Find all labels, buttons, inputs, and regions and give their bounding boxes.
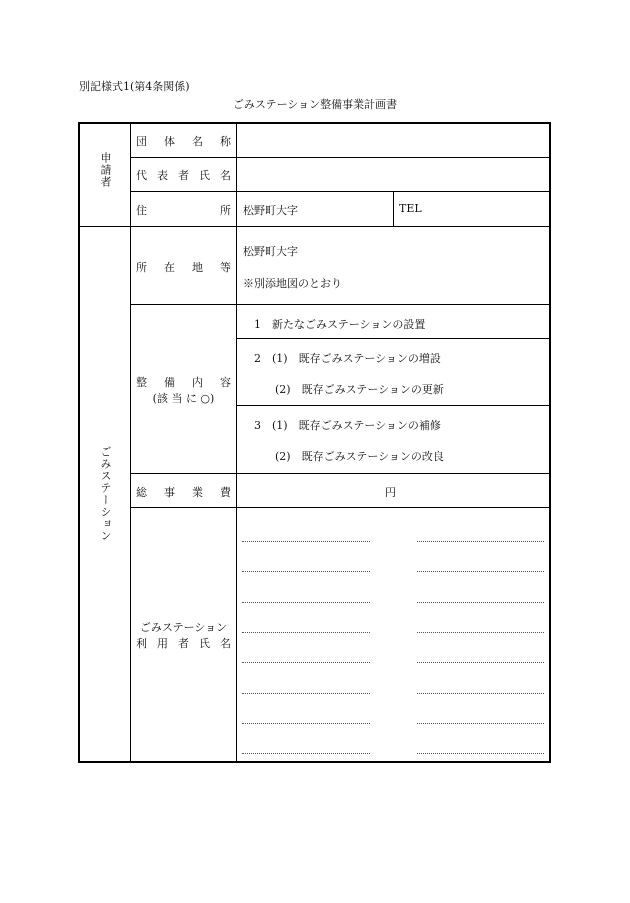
total-cost-label: 総 事 業 費	[136, 486, 231, 499]
work-content-sublabel: (該 当 に ○)	[152, 392, 215, 405]
tel-divider	[393, 191, 394, 226]
station-section-label: ごみステーション	[99, 446, 112, 542]
row-divider	[130, 507, 551, 508]
user-name-line[interactable]	[417, 632, 544, 633]
option-improve-station[interactable]: (2) 既存ごみステーションの改良	[275, 450, 444, 463]
user-name-line[interactable]	[242, 602, 370, 603]
user-name-line[interactable]	[242, 571, 370, 572]
form-number-label: 別記様式1(第4条関係)	[79, 80, 190, 93]
section-divider	[78, 226, 551, 227]
user-name-line[interactable]	[417, 541, 544, 542]
org-name-label: 団 体 名 称	[136, 135, 231, 148]
column-divider	[130, 122, 131, 763]
user-name-line[interactable]	[242, 662, 370, 663]
user-name-line[interactable]	[242, 723, 370, 724]
rep-name-label: 代 表 者 氏 名	[136, 169, 231, 182]
yen-unit: 円	[385, 486, 396, 499]
row-divider	[130, 191, 551, 192]
user-name-line[interactable]	[242, 632, 370, 633]
address-label: 住 所	[136, 204, 231, 217]
option-renew-station[interactable]: (2) 既存ごみステーションの更新	[275, 383, 444, 396]
org-name-field[interactable]	[237, 124, 549, 157]
row-divider	[130, 304, 551, 305]
user-name-line[interactable]	[417, 662, 544, 663]
column-divider	[236, 122, 237, 763]
location-note: ※別添地図のとおり	[243, 277, 342, 290]
rep-name-field[interactable]	[237, 158, 549, 191]
user-name-line[interactable]	[417, 693, 544, 694]
user-name-line[interactable]	[242, 541, 370, 542]
tel-field[interactable]: TEL	[399, 202, 422, 215]
applicant-section-label: 申請者	[99, 152, 112, 188]
users-label-names: 利 用 者 氏 名	[136, 637, 231, 650]
address-value[interactable]: 松野町大字	[243, 204, 298, 217]
user-name-line[interactable]	[417, 602, 544, 603]
form-table	[78, 122, 551, 763]
option-repair-station[interactable]: 3 (1) 既存ごみステーションの補修	[254, 419, 441, 432]
user-name-line[interactable]	[417, 571, 544, 572]
user-name-line[interactable]	[242, 693, 370, 694]
option-divider	[237, 338, 551, 339]
user-name-line[interactable]	[242, 753, 370, 754]
user-name-line[interactable]	[417, 723, 544, 724]
location-value[interactable]: 松野町大字	[243, 245, 298, 258]
user-name-line[interactable]	[417, 753, 544, 754]
location-label: 所 在 地 等	[136, 261, 231, 274]
option-expand-station[interactable]: 2 (1) 既存ごみステーションの増設	[254, 352, 441, 365]
document-title: ごみステーション整備事業計画書	[232, 98, 398, 111]
work-content-label: 整 備 内 容	[136, 376, 231, 389]
users-label: ごみステーション	[139, 621, 228, 634]
option-divider	[237, 405, 551, 406]
option-new-station[interactable]: 1 新たなごみステーションの設置	[254, 318, 426, 331]
